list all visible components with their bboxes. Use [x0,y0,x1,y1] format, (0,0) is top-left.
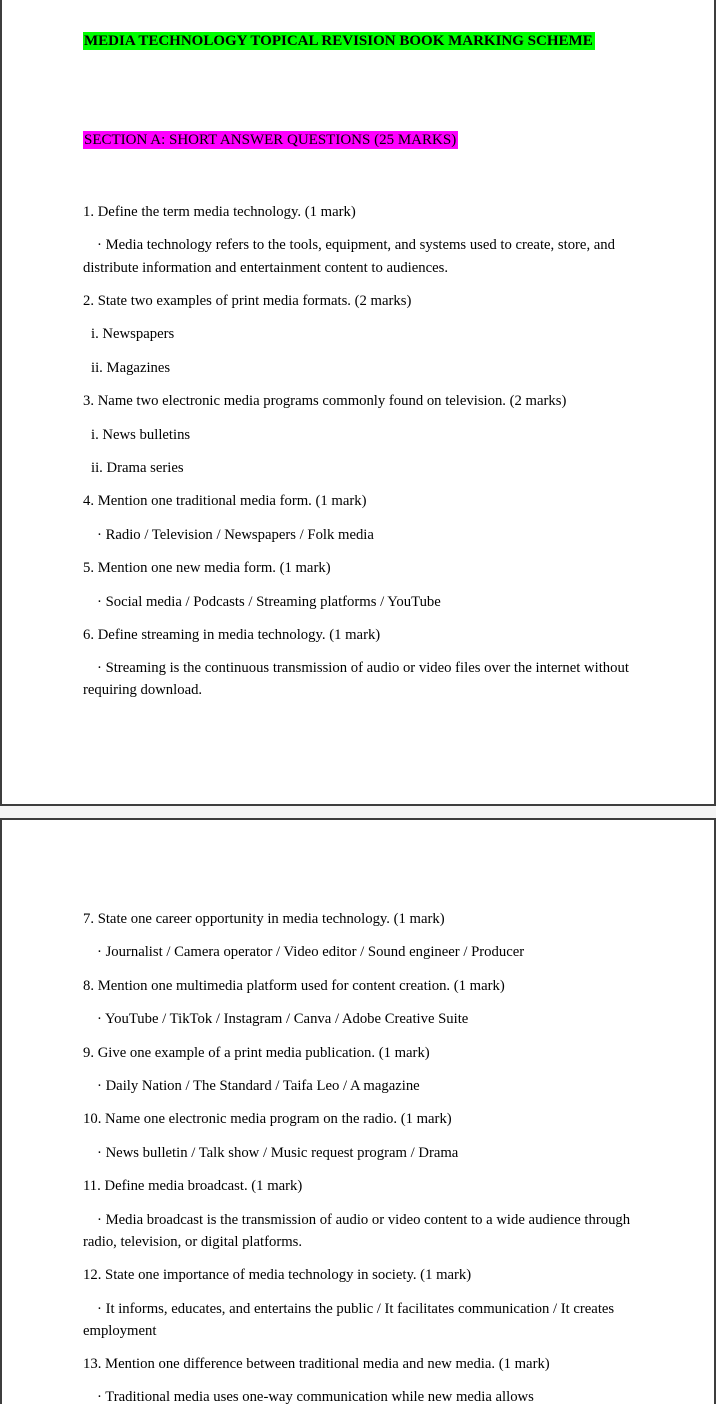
answer-12: · It informs, educates, and entertains the public / It facilitates communication / It creates employment [83,1300,615,1339]
answer-6: · Streaming is the continuous transmission of audio or video files over the internet without requiring download. [83,660,629,699]
question-4: 4. Mention one traditional media form. (1 mark) [83,493,367,510]
question-6: 6. Define streaming in media technology. (1 mark) [83,626,381,643]
title-green-highlight: MEDIA TECHNOLOGY TOPICAL REVISION BOOK MARKING SCHEME [84,33,593,49]
answer-5: · Social media / Podcasts / Streaming platforms / YouTube [97,593,441,610]
question-8: 8. Mention one multimedia platform used for content creation. (1 mark) [83,977,505,994]
question-5: 5. Mention one new media form. (1 mark) [83,560,331,577]
question-9: 9. Give one example of a print media publication. (1 mark) [83,1044,430,1061]
answer-4: · Radio / Television / Newspapers / Folk media [97,526,374,543]
question-10: 10. Name one electronic media program on the radio. (1 mark) [83,1111,452,1128]
answer-8: · YouTube / TikTok / Instagram / Canva / Adobe Creative Suite [97,1011,469,1028]
question-11: 11. Define media broadcast. (1 mark) [83,1178,303,1195]
question-13: 13. Mention one difference between traditional media and new media. (1 mark) [83,1356,550,1373]
answer-2-item-i: i. Newspapers [91,326,175,343]
answer-10: · News bulletin / Talk show / Music request program / Drama [97,1144,459,1161]
question-1: 1. Define the term media technology. (1 mark) [83,204,356,220]
page-separator [0,806,716,818]
section-a-magenta-highlight: SECTION A: SHORT ANSWER QUESTIONS (25 MARKS) [84,132,457,148]
answer-7: · Journalist / Camera operator / Video editor / Sound engineer / Producer [97,944,525,961]
question-7: 7. State one career opportunity in media technology. (1 mark) [83,911,445,927]
document-title [83,31,633,52]
question-3: 3. Name two electronic media programs commonly found on television. (2 marks) [83,393,567,410]
section-a-heading [83,130,633,151]
answer-13: · Traditional media uses one-way communication while new media allows [97,1389,534,1404]
answer-9: · Daily Nation / The Standard / Taifa Leo / A magazine [97,1077,420,1094]
answer-11: · Media broadcast is the transmission of audio or video content to a wide audience through radio, television, or digital platforms. [83,1211,631,1250]
answer-3-item-i: i. News bulletins [91,426,191,443]
question-2: 2. State two examples of print media formats. (2 marks) [83,292,412,309]
answer-2-item-ii: ii. Magazines [91,359,171,376]
answer-1: · Media technology refers to the tools, equipment, and systems used to create, store, and distribute information and entertainment content to audiences. [83,237,615,276]
answer-3-item-ii: ii. Drama series [91,459,184,476]
question-12: 12. State one importance of media technology in society. (1 mark) [83,1267,472,1284]
page-2 [0,818,716,1404]
